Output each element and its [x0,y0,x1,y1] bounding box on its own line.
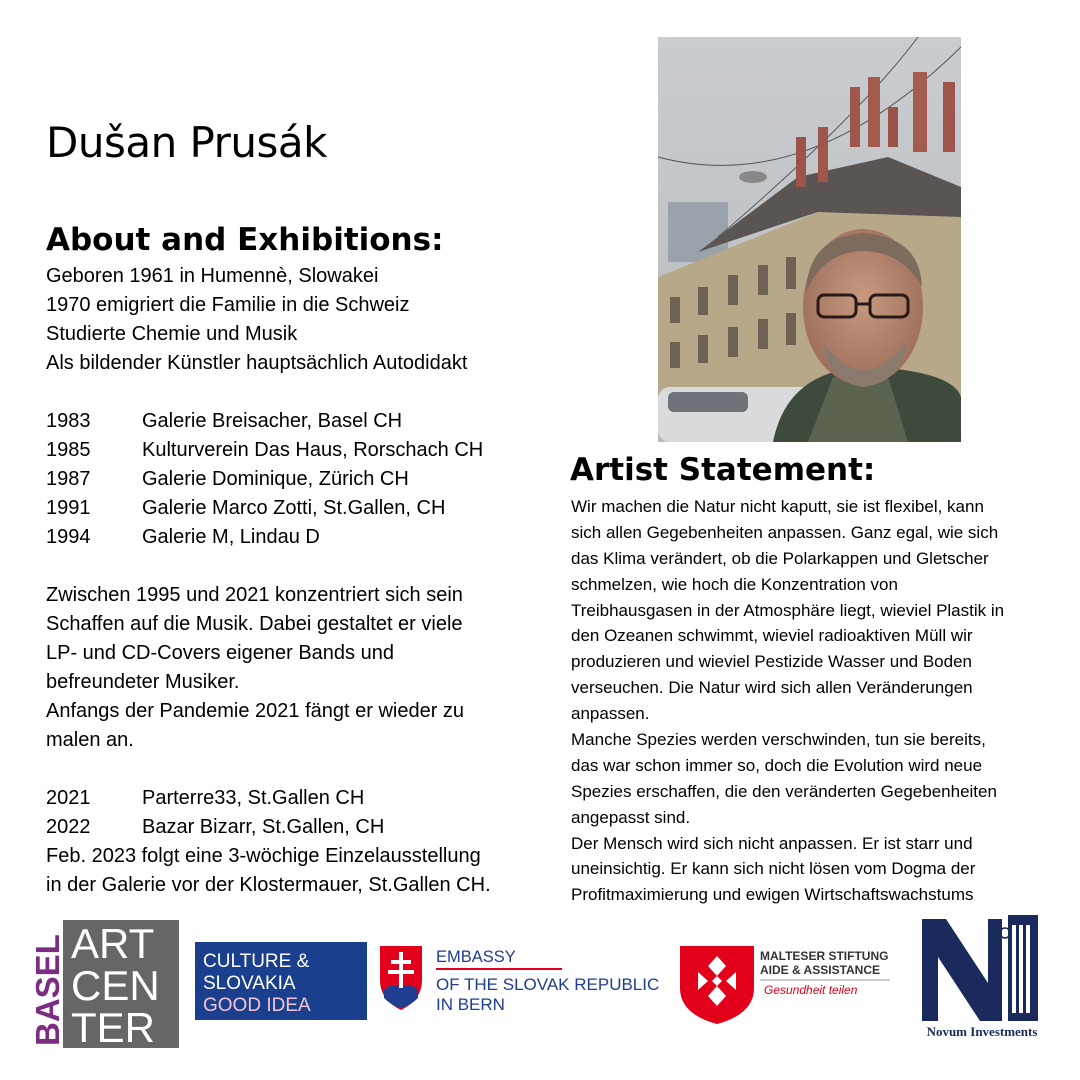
music-period-line: malen an. [46,729,134,751]
statement-line: Manche Spezies werden verschwinden, tun sie bereits, [571,730,986,750]
exhibition-year: 1985 [46,439,91,461]
exhibition-place: Galerie Marco Zotti, St.Gallen, CH [142,497,446,519]
gesundheit-line: Gesundheit teilen [764,983,858,997]
art-line: ART [71,920,155,967]
culture-slovakia-logo [195,942,367,1020]
music-period-line: Schaffen auf die Musik. Dabei gestaltet er viele [46,613,463,635]
exhibition-row [46,523,566,552]
statement-line: Profitmaximierung und ewigen Wirtschaftswachstums [571,885,974,905]
malteser-logo [678,942,892,1026]
statement-heading: Artist Statement: [570,452,876,488]
statement-line: den Ozeanen schwimmt, wieviel radioaktiven Müll wir [571,626,973,646]
novum-n-icon [922,919,1002,1021]
upcoming-line: Feb. 2023 folgt eine 3-wöchige Einzelausstellung [46,845,481,867]
ter-line: TER [71,1004,155,1051]
statement-line: Wir machen die Natur nicht kaputt, sie ist flexibel, kann [571,497,984,516]
statement-line: sich allen Gegebenheiten anpassen. Ganz egal, wie sich [571,522,999,542]
slovak-republic-line: OF THE SLOVAK REPUBLIC [436,975,660,994]
bio-line: Als bildender Künstler hauptsächlich Autodidakt [46,352,468,374]
bio-line: 1970 emigriert die Familie in die Schweiz [46,294,410,316]
exhibition-place: Galerie Breisacher, Basel CH [142,410,403,432]
artist-name: Dušan Prusák [46,118,327,167]
music-period-line: befreundeter Musiker. [46,671,240,693]
exhibition-year: 1987 [46,468,91,490]
statement-line: schmelzen, wie hoch die Konzentration von [571,574,898,594]
exhibition-place: Bazar Bizarr, St.Gallen, CH [142,816,385,838]
statement-line: das war schon immer so, doch die Evolution wird neue [571,755,983,775]
exhibition-place: Parterre33, St.Gallen CH [142,787,365,809]
exhibition-row [46,784,566,813]
exhibition-year: 1994 [46,526,91,548]
exhibition-year: 1991 [46,497,91,519]
statement-line: Der Mensch wird sich nicht anpassen. Er ist starr und [571,833,973,853]
exhibition-row [46,494,566,523]
slovakia-line: SLOVAKIA [203,973,296,994]
embassy-line: EMBASSY [436,948,516,966]
statement-line: uneinsichtig. Er kann sich nicht lösen vom Dogma der [571,859,976,879]
artist-statement [571,494,1056,908]
novum-investments-logo [918,913,1046,1043]
exhibition-year: 2022 [46,816,91,838]
basel-vertical-text: BASEL [29,934,66,1046]
about-section [46,262,566,900]
novum-caption: Novum Investments [926,1024,1038,1039]
statement-line: Spezies erschaffen, die den veränderten Gegebenheiten [571,781,997,801]
statement-line: anpassen. [571,704,650,724]
music-period-line: Anfangs der Pandemie 2021 fängt er wieder zu [46,700,465,722]
bio-line: Studierte Chemie und Musik [46,323,298,345]
statement-line: verseuchen. Die Natur wird sich allen Veränderungen [571,678,973,698]
exhibition-row [46,436,566,465]
exhibition-place: Kulturverein Das Haus, Rorschach CH [142,439,484,461]
exhibition-year: 1983 [46,410,91,432]
exhibition-year: 2021 [46,787,91,809]
statement-line: produzieren und wieviel Pestizide Wasser und Boden [571,652,972,672]
basel-art-center-logo [29,920,179,1051]
upcoming-line: in der Galerie vor der Klostermauer, St.Gallen CH. [46,874,491,896]
about-heading: About and Exhibitions: [46,222,444,258]
music-period-line: Zwischen 1995 und 2021 konzentriert sich sein [46,584,463,606]
exhibition-row [46,813,566,842]
artist-photo [658,37,961,442]
aide-line: AIDE & ASSISTANCE [760,963,881,977]
music-period-line: LP- und CD-Covers eigener Bands und [46,642,394,664]
culture-line: CULTURE & [203,951,310,972]
exhibition-place: Galerie Dominique, Zürich CH [142,468,409,490]
bio-line: Geboren 1961 in Humennè, Slowakei [46,265,379,287]
statement-line: das Klima verändert, ob die Polarkappen und Gletscher [571,548,989,568]
good-idea-line: GOOD IDEA [203,995,311,1016]
embassy-logo [378,942,670,1014]
statement-line: angepasst sind. [571,807,691,827]
exhibition-row [46,407,566,436]
in-bern-line: IN BERN [436,995,505,1014]
malteser-line: MALTESER STIFTUNG [760,949,889,963]
exhibition-place: Galerie M, Lindau D [142,526,320,548]
exhibition-row [46,465,566,494]
cen-line: CEN [71,962,160,1009]
statement-line: Treibhausgasen in der Atmosphäre liegt, wieviel Plastik in [571,600,1005,620]
